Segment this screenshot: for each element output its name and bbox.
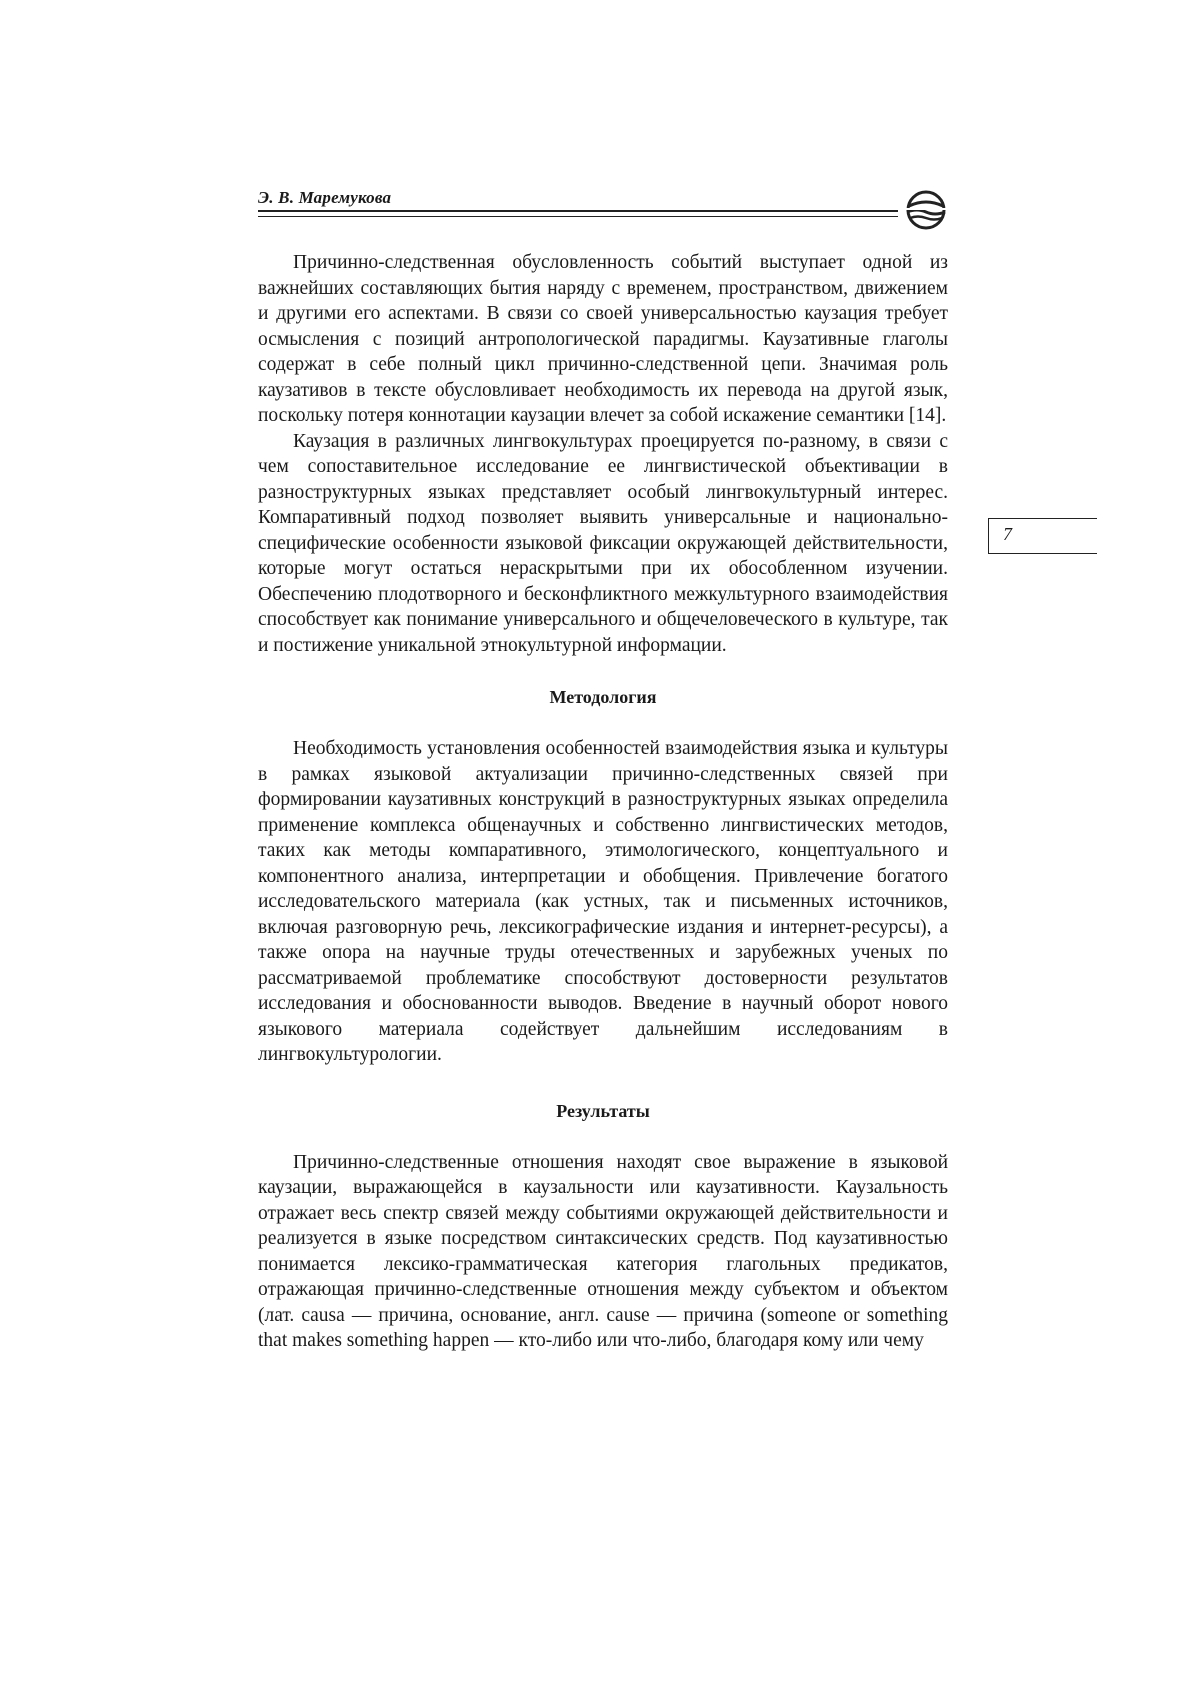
section-heading-results: Результаты (556, 1100, 650, 1121)
intro-paragraph-1: Причинно-следственная обусловленность событий выступает одной из важнейших составляющих бытия наряду с временем, пространством, движением и другими его аспектами. В связи со своей универсальностью каузация требует осмысления с позиций антропологической парадигмы. Каузативные глаголы содержат в себе полный цикл причинно-следственной цепи. Значимая роль каузативов в тексте обусловливает необходимость их перевода на другой язык, поскольку потеря коннотации каузации влечет за собой искажение семантики [14]. (258, 252, 948, 426)
page-number-box (988, 518, 1097, 554)
section-heading-methodology: Методология (549, 687, 657, 707)
header-rule-thick (258, 210, 898, 212)
header-author: Э. В. Маремукова (258, 188, 392, 207)
intro-paragraph-2: Каузация в различных лингвокультурах проецируется по-разному, в связи с чем сопоставительное исследование ее лингвистической объективации в разноструктурных языках представляет особый лингвокультурный интерес. Компаративный подход позволяет выявить универсальные и национально-специфические особенности языковой фиксации окружающей действительности, которые могут остаться нераскрытыми при их обособленном изучении. Обеспечению плодотворного и бесконфликтного межкультурного взаимодействия способствует как понимание универсального и общечеловеческого в культуре, так и постижение уникальной этнокультурной информации. (258, 430, 948, 656)
running-header (258, 188, 948, 232)
results-paragraph: Причинно-следственные отношения находят свое выражение в языковой каузации, выражающейся в каузальности или каузативности. Каузальность отражает весь спектр связей между событиями окружающей действительности и реализуется в языке посредством синтаксических средств. Под каузативностью понимается лексико-грамматическая категория глагольных предикатов, отражающая причинно-следственные отношения между субъектом и объектом (лат. causa — причина, основание, англ. cause — причина (someone or something that makes something happen — кто-либо или что-либо, благодаря кому или чему (258, 1151, 948, 1351)
methodology-paragraph: Необходимость установления особенностей взаимодействия языка и культуры в рамках языковой актуализации причинно-следственных связей при формировании каузативных конструкций в разноструктурных языках определила применение комплекса общенаучных и собственно лингвистических методов, таких как методы компаративного, этимологического, концептуального и компонентного анализа, интерпретации и обобщения. Привлечение богатого исследовательского материала (как устных, так и письменных источников, включая разговорную речь, лексикографические издания и интернет-ресурсы), а также опора на научные труды отечественных и зарубежных ученых по рассматриваемой проблематике способствуют достоверности результатов исследования и обоснованности выводов. Введение в научный оборот нового языкового материала содействует дальнейшим исследованиям в лингвокультурологии. (258, 738, 948, 1065)
journal-logo-icon (904, 189, 948, 231)
page-number: 7 (1003, 524, 1012, 544)
header-rule-thin (258, 216, 898, 217)
article-body (258, 250, 948, 1354)
